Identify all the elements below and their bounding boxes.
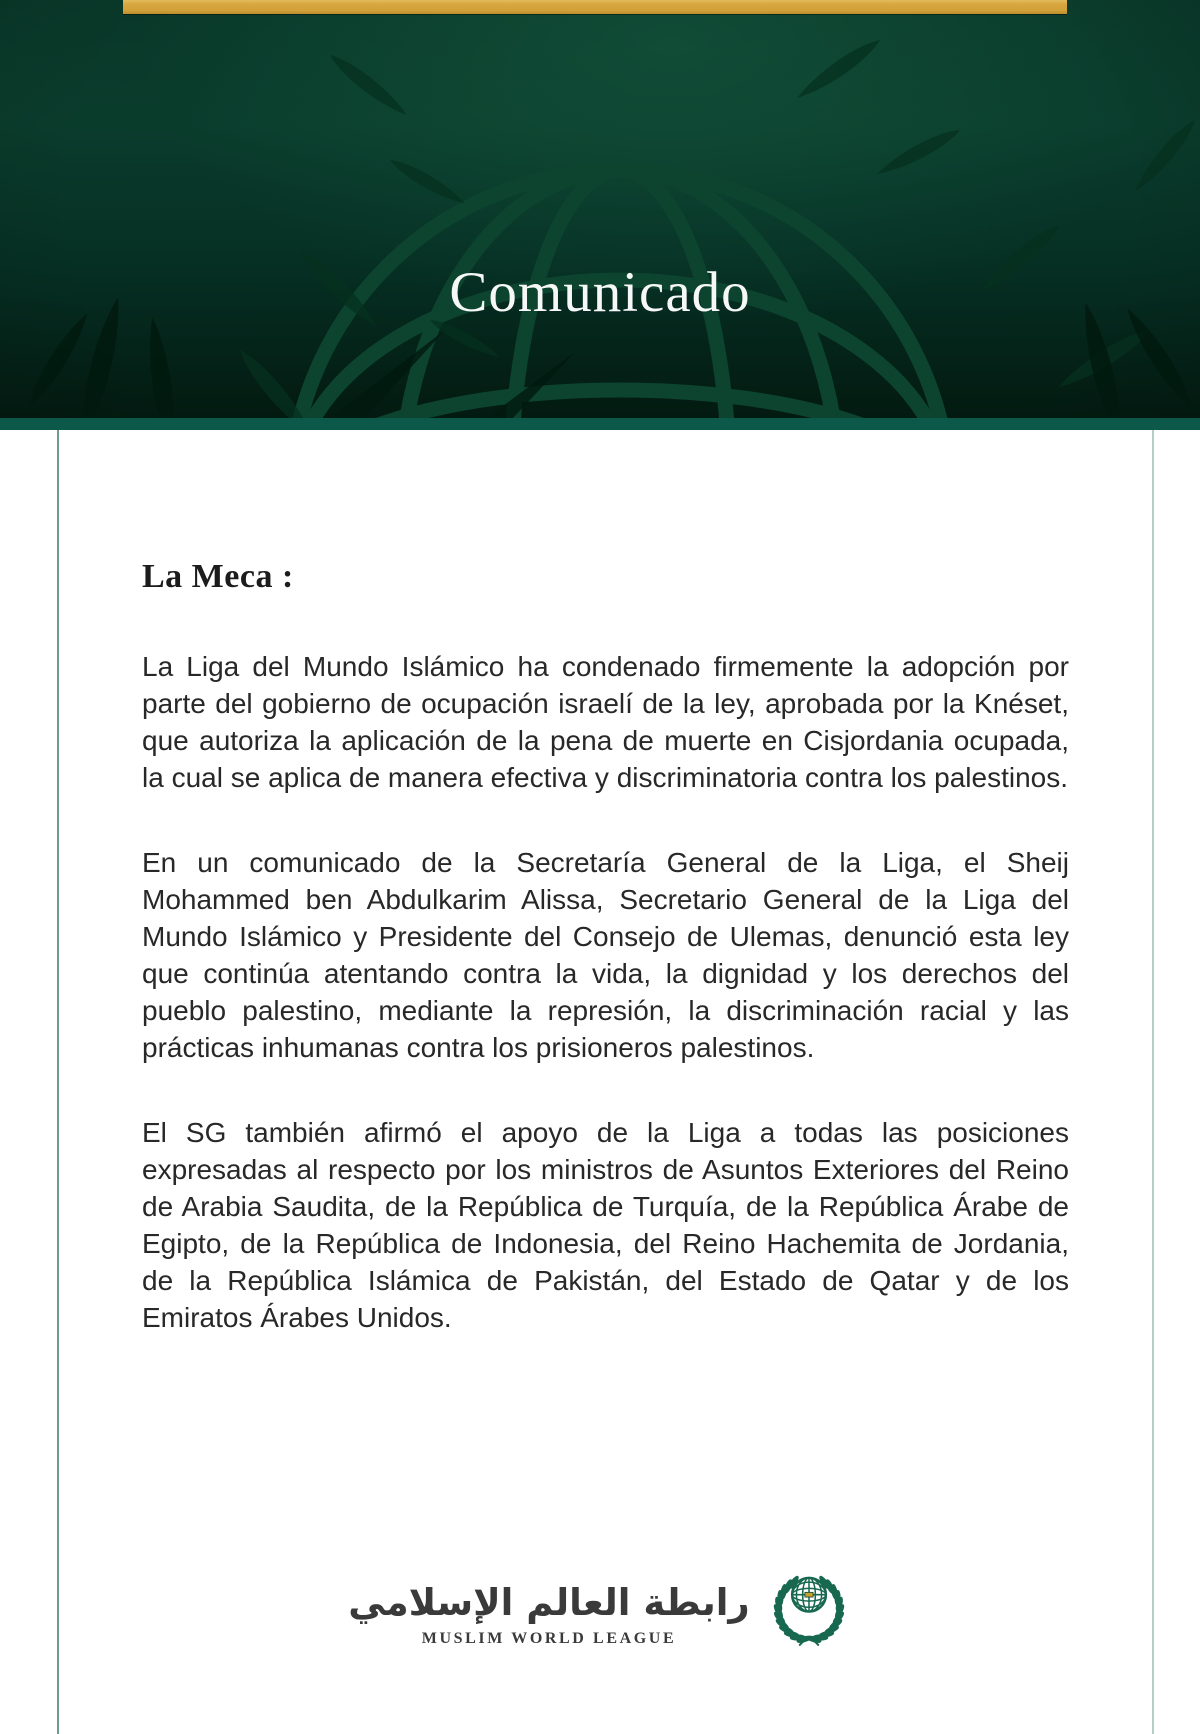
paragraph-2: En un comunicado de la Secretaría General de la Liga, el Sheij Mohammed ben Abdulkarim Alissa, Secretario General de la Liga del Mundo Islámico y Presidente del Consejo de Ulemas, denunció esta ley que continúa atentando contra la vida, la dignidad y los derechos del pueblo palestino, mediante la represión, la discriminación racial y las prácticas inhumanas contra los prisioneros palestinos. <box>142 847 1069 1063</box>
globe-icon <box>792 1578 826 1612</box>
header-banner <box>0 0 1200 418</box>
header-decoration <box>0 0 1200 418</box>
mwl-arabic-calligraphy: رابطة العالم الإسلامي <box>348 1581 750 1625</box>
paragraph-1: La Liga del Mundo Islámico ha condenado firmemente la adopción por parte del gobierno de ocupación israelí de la ley, aprobada por la Knéset, que autoriza la aplicación de la pena de muerte en Cisjordania ocupada, la cual se aplica de manera efectiva y discriminatoria contra los palestinos. <box>142 651 1069 793</box>
content-area <box>0 430 1200 1734</box>
right-vertical-rule <box>1152 430 1154 1734</box>
paragraph-3: El SG también afirmó el apoyo de la Liga a todas las posiciones expresadas al respecto por los ministros de Asuntos Exteriores del Reino de Arabia Saudita, de la República de Turquía, de la República Árabe de Egipto, de la República de Indonesia, del Reino Hachemita de Jordania, de la República Islámica de Pakistán, del Estado de Qatar y de los Emiratos Árabes Unidos. <box>142 1117 1069 1333</box>
kaaba-gold-mark <box>805 1592 813 1597</box>
mwl-org-name: MUSLIM WORLD LEAGUE <box>421 1630 677 1647</box>
wreath-globe-emblem-icon <box>766 1566 852 1650</box>
dateline: La Meca : <box>142 558 294 595</box>
communique-body <box>0 430 1069 1336</box>
mwl-logo <box>0 1566 1200 1650</box>
gold-accent-bar <box>123 0 1067 14</box>
teal-divider-band <box>0 418 1200 430</box>
page-title: Comunicado <box>449 261 751 324</box>
wreath-stems <box>798 1639 818 1645</box>
left-vertical-rule <box>57 430 59 1734</box>
mwl-logo-text <box>348 1582 749 1650</box>
